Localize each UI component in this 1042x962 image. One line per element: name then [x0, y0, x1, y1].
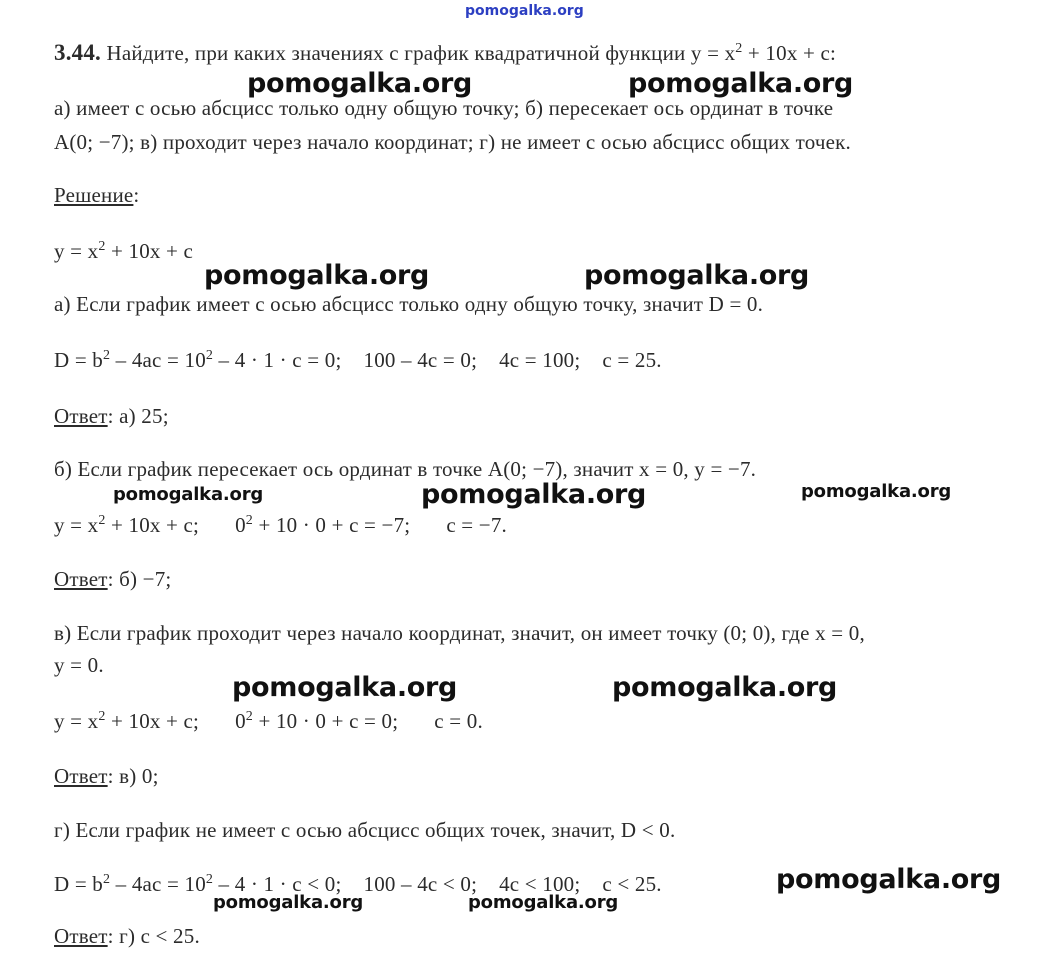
- watermark: pomogalka.org: [421, 479, 647, 510]
- watermark: pomogalka.org: [584, 260, 810, 291]
- watermark: pomogalka.org: [801, 481, 952, 502]
- part-b-answer: Ответ: б) −7;: [54, 567, 172, 591]
- solution-heading: Решение:: [54, 183, 140, 207]
- part-c-answer: Ответ: в) 0;: [54, 764, 159, 788]
- part-a-calculation: $D = b^2 - 4ac = 10^2 - 4 \cdot 1 \cdot c = 0$; 100 – 4c = 0; 4c = 100; c = 25.: [54, 348, 662, 372]
- watermark: pomogalka.org: [232, 672, 458, 703]
- part-c-condition-1: в) Если график проходит через начало координат, значит, он имеет точку (0; 0), где x = 0,: [54, 621, 865, 645]
- watermark: pomogalka.org: [468, 892, 619, 913]
- part-d-condition: г) Если график не имеет с осью абсцисс общих точек, значит, D < 0.: [54, 818, 676, 842]
- watermark: pomogalka.org: [612, 672, 838, 703]
- part-d-answer: Ответ: г) c < 25.: [54, 924, 200, 948]
- part-b-condition: б) Если график пересекает ось ординат в точке A(0; −7), значит x = 0, y = −7.: [54, 457, 757, 481]
- watermark: pomogalka.org: [113, 484, 264, 505]
- problem-line-2: а) имеет с осью абсцисс только одну общую точку; б) пересекает ось ординат в точке: [54, 96, 834, 120]
- part-d-calculation: $D = b^2 - 4ac = 10^2 - 4 \cdot 1 \cdot c < 0$; 100 – 4c < 0; 4c < 100; c < 25.: [54, 872, 662, 896]
- part-a-answer: Ответ: а) 25;: [54, 404, 169, 428]
- function-formula: $y = x^2 + 10x + c$: [54, 239, 194, 263]
- part-b-calculation: $y = x^2 + 10x + c$; $0^2 + 10 \cdot 0 + c = -7$; c = −7.: [54, 513, 507, 537]
- problem-number: 3.44.: [54, 40, 101, 65]
- watermark: pomogalka.org: [628, 68, 854, 99]
- watermark: pomogalka.org: [776, 864, 1002, 895]
- watermark-top: pomogalka.org: [465, 3, 584, 19]
- watermark: pomogalka.org: [213, 892, 364, 913]
- part-c-condition-2: y = 0.: [54, 653, 104, 677]
- part-a-condition: а) Если график имеет с осью абсцисс только одну общую точку, значит D = 0.: [54, 292, 764, 316]
- part-c-calculation: $y = x^2 + 10x + c$; $0^2 + 10 \cdot 0 + c = 0$; c = 0.: [54, 709, 483, 733]
- watermark: pomogalka.org: [247, 68, 473, 99]
- problem-line-3: A(0; −7); в) проходит через начало координат; г) не имеет с осью абсцисс общих точек.: [54, 130, 851, 154]
- problem-statement: 3.44. Найдите, при каких значениях с график квадратичной функции $y = x^2 + 10x + c$:: [54, 40, 837, 65]
- watermark: pomogalka.org: [204, 260, 430, 291]
